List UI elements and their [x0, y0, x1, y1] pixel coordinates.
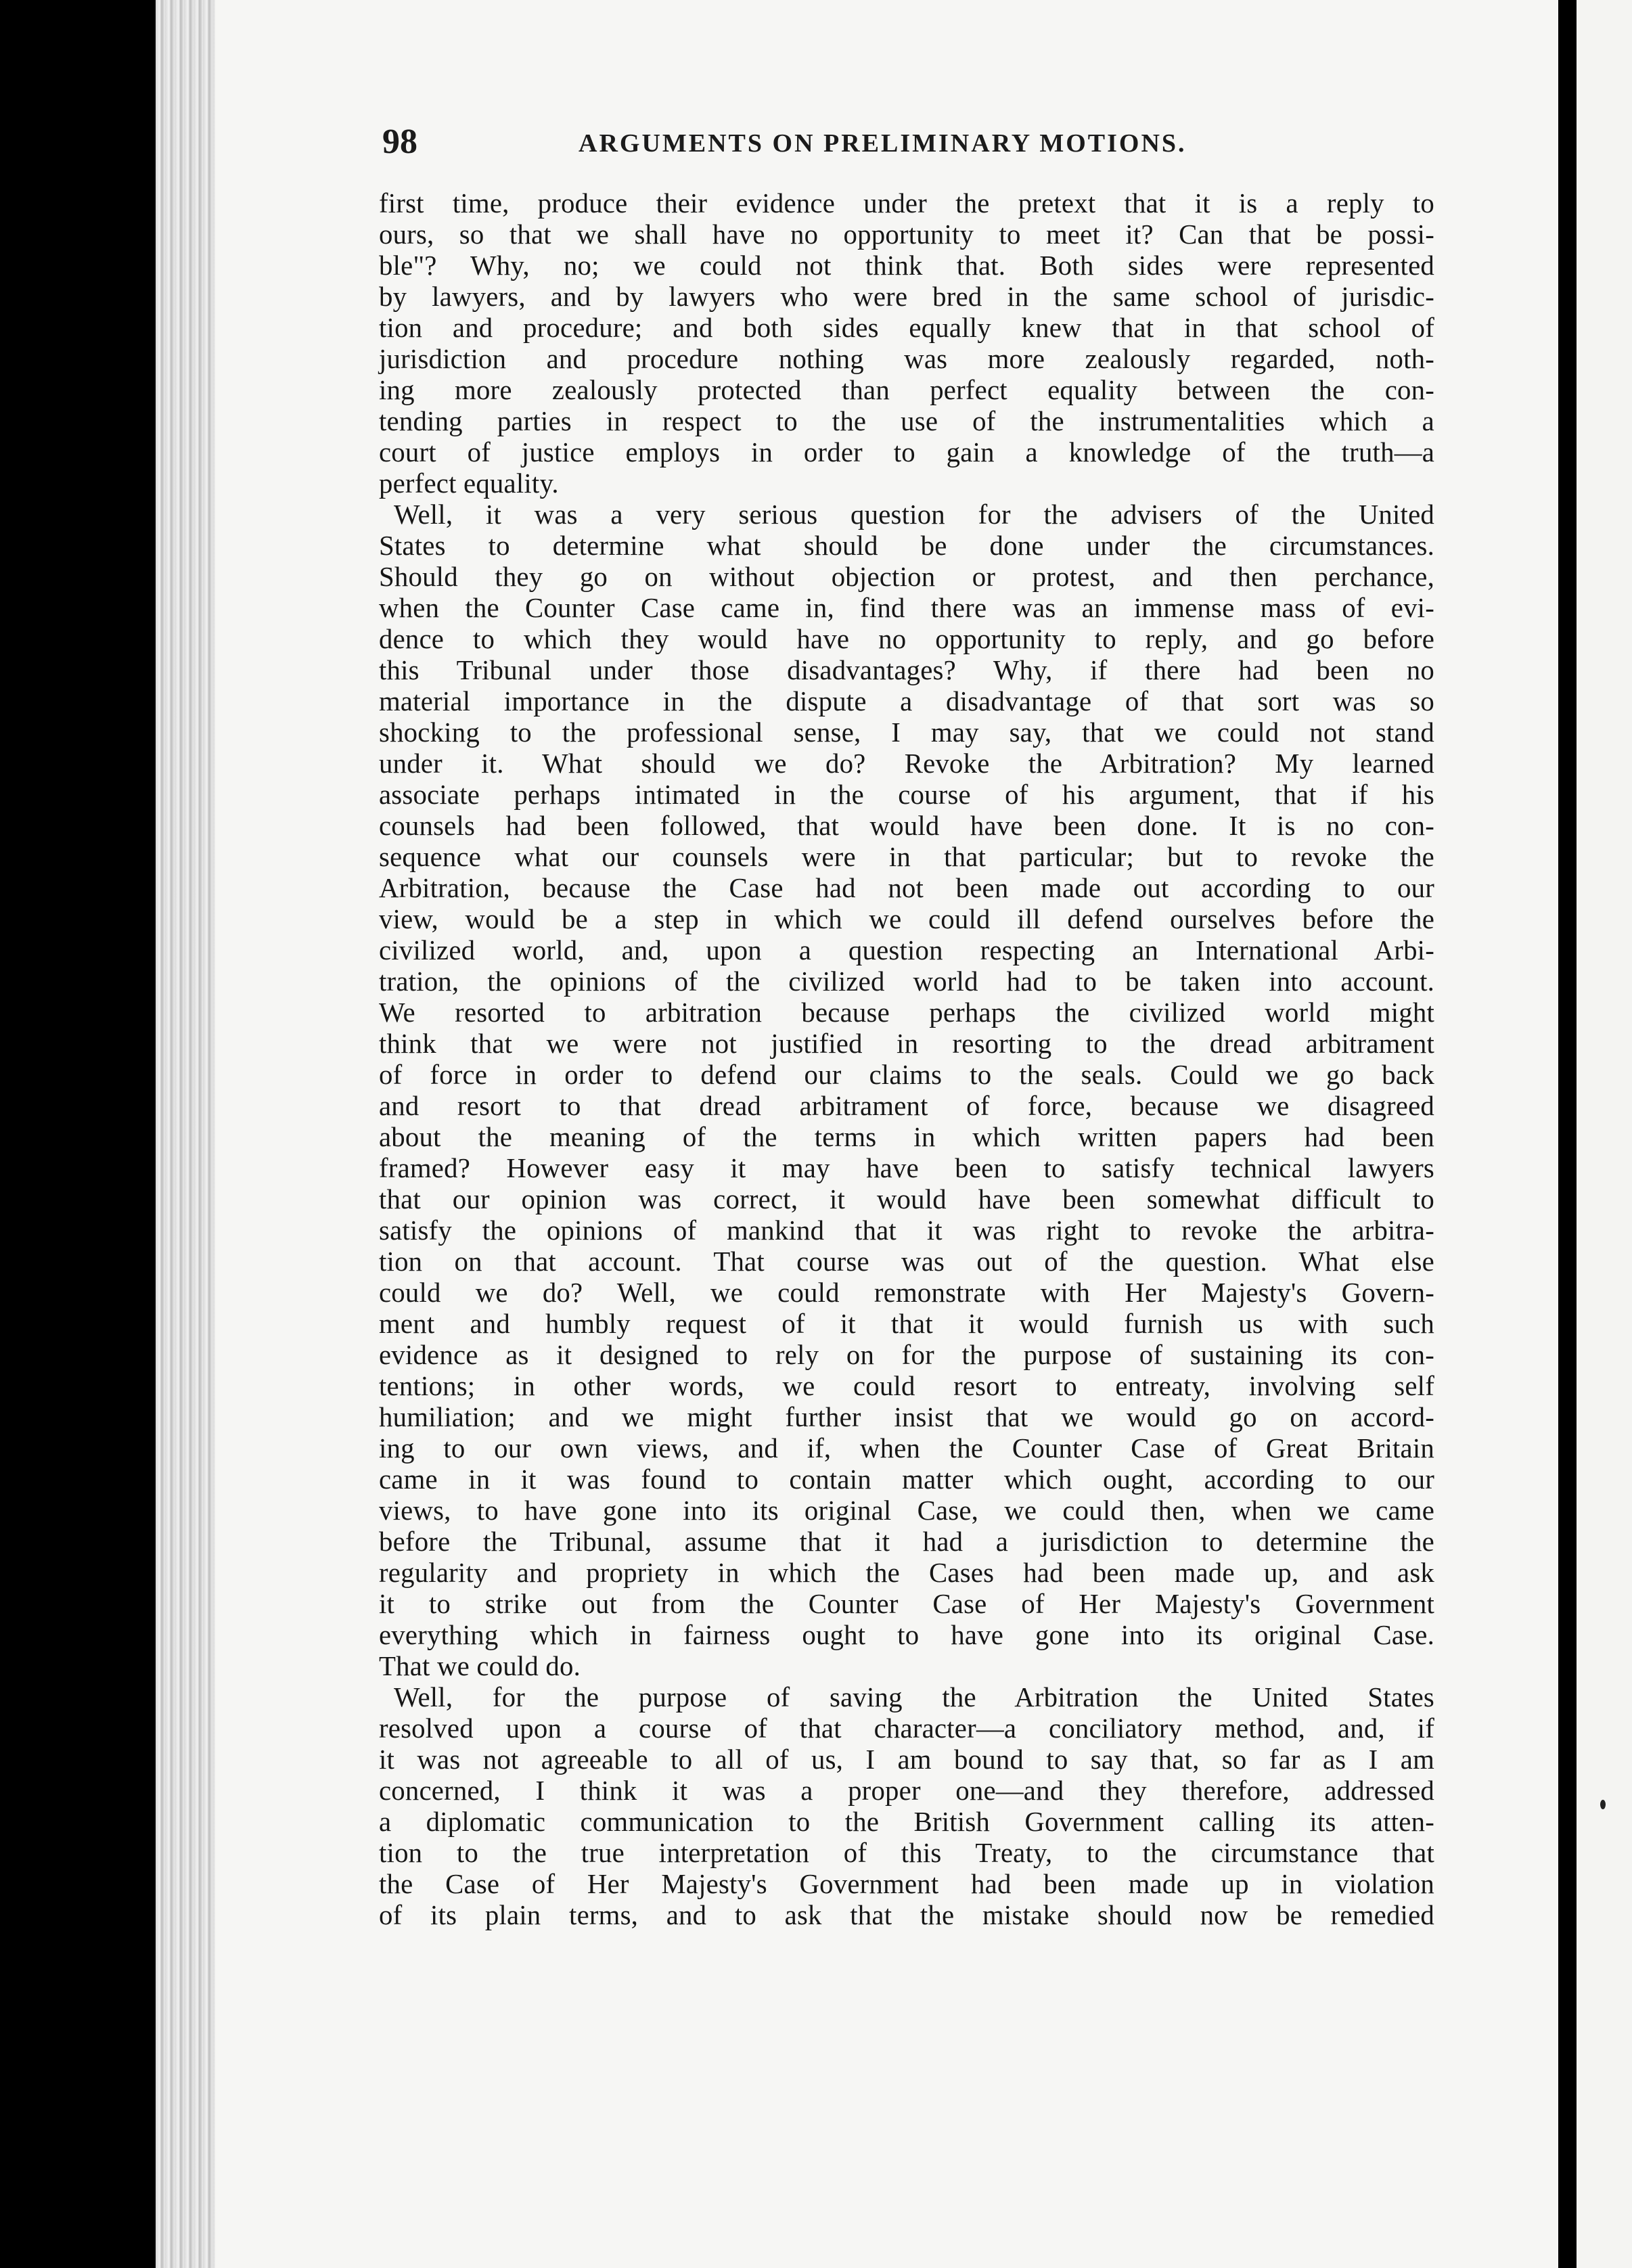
- text-line: court of justice employs in order to gain a knowledge of the truth—a: [379, 437, 1434, 468]
- text-line: States to determine what should be done under the circumstances.: [379, 530, 1434, 561]
- text-line: of its plain terms, and to ask that the mistake should now be remedied: [379, 1900, 1434, 1930]
- text-line: Well, it was a very serious question for the advisers of the United: [394, 499, 1434, 530]
- text-line: it to strike out from the Counter Case of Her Majesty's Government: [379, 1589, 1434, 1619]
- text-line: material importance in the dispute a disadvantage of that sort was so: [379, 686, 1434, 717]
- text-line: civilized world, and, upon a question respecting an International Arbi-: [379, 935, 1434, 966]
- text-line: everything which in fairness ought to have gone into its original Case.: [379, 1620, 1434, 1650]
- text-line: ble"? Why, no; we could not think that. Both sides were represented: [379, 250, 1434, 281]
- text-line: ment and humbly request of it that it would furnish us with such: [379, 1309, 1434, 1339]
- text-line: about the meaning of the terms in which written papers had been: [379, 1122, 1434, 1152]
- text-line: sequence what our counsels were in that particular; but to revoke the: [379, 842, 1434, 872]
- text-line: it was not agreeable to all of us, I am bound to say that, so far as I am: [379, 1744, 1434, 1775]
- text-line: tion on that account. That course was out of the question. What else: [379, 1246, 1434, 1277]
- text-line: a diplomatic communication to the British Government calling its atten-: [379, 1807, 1434, 1837]
- text-line: by lawyers, and by lawyers who were bred in the same school of jurisdic-: [379, 281, 1434, 312]
- text-line: ours, so that we shall have no opportunity to meet it? Can that be possi-: [379, 219, 1434, 250]
- text-line: of force in order to defend our claims to the seals. Could we go back: [379, 1060, 1434, 1090]
- text-line: tion and procedure; and both sides equally knew that in that school of: [379, 313, 1434, 343]
- text-line: think that we were not justified in resorting to the dread arbitrament: [379, 1028, 1434, 1059]
- text-line: shocking to the professional sense, I may say, that we could not stand: [379, 717, 1434, 748]
- text-line: perfect equality.: [379, 468, 559, 499]
- text-line: under it. What should we do? Revoke the Arbitration? My learned: [379, 748, 1434, 779]
- text-line: view, would be a step in which we could ill defend ourselves before the: [379, 904, 1434, 934]
- page-number: 98: [382, 122, 417, 161]
- text-line: Should they go on without objection or protest, and then perchance,: [379, 562, 1434, 592]
- text-line: humiliation; and we might further insist that we would go on accord-: [379, 1402, 1434, 1432]
- text-line: and resort to that dread arbitrament of force, because we disagreed: [379, 1091, 1434, 1121]
- text-line: the Case of Her Majesty's Government had been made up in violation: [379, 1869, 1434, 1899]
- facing-page-edge: [1577, 0, 1632, 2268]
- text-line: tion to the true interpretation of this Treaty, to the circumstance that: [379, 1838, 1434, 1868]
- text-line: views, to have gone into its original Case, we could then, when we came: [379, 1495, 1434, 1526]
- text-line: evidence as it designed to rely on for the purpose of sustaining its con-: [379, 1340, 1434, 1370]
- scan-speck: [1600, 1800, 1606, 1809]
- text-line: tentions; in other words, we could resort to entreaty, involving self: [379, 1371, 1434, 1401]
- text-line: that our opinion was correct, it would have been somewhat difficult to: [379, 1184, 1434, 1215]
- book-page-edges: [156, 0, 217, 2268]
- text-line: first time, produce their evidence under the pretext that it is a reply to: [379, 188, 1434, 219]
- running-head: ARGUMENTS ON PRELIMINARY MOTIONS.: [579, 129, 1187, 158]
- text-line: came in it was found to contain matter which ought, according to our: [379, 1464, 1434, 1495]
- text-line: ing more zealously protected than perfect equality between the con-: [379, 375, 1434, 405]
- text-line: We resorted to arbitration because perhaps the civilized world might: [379, 997, 1434, 1028]
- text-line: jurisdiction and procedure nothing was more zealously regarded, noth-: [379, 344, 1434, 374]
- text-line: associate perhaps intimated in the course of his argument, that if his: [379, 779, 1434, 810]
- text-line: this Tribunal under those disadvantages? Why, if there had been no: [379, 655, 1434, 685]
- text-line: counsels had been followed, that would have been done. It is no con-: [379, 811, 1434, 841]
- text-line: That we could do.: [379, 1651, 581, 1681]
- page-header: [382, 122, 1441, 176]
- text-line: resolved upon a course of that character—a conciliatory method, and, if: [379, 1713, 1434, 1744]
- text-line: satisfy the opinions of mankind that it was right to revoke the arbitra-: [379, 1215, 1434, 1246]
- text-line: tending parties in respect to the use of the instrumentalities which a: [379, 406, 1434, 436]
- text-line: before the Tribunal, assume that it had a jurisdiction to determine the: [379, 1526, 1434, 1557]
- text-line: framed? However easy it may have been to satisfy technical lawyers: [379, 1153, 1434, 1183]
- text-line: concerned, I think it was a proper one—and they therefore, addressed: [379, 1775, 1434, 1806]
- text-line: ing to our own views, and if, when the Counter Case of Great Britain: [379, 1433, 1434, 1464]
- text-line: dence to which they would have no opportunity to reply, and go before: [379, 624, 1434, 654]
- text-line: Well, for the purpose of saving the Arbitration the United States: [394, 1682, 1434, 1713]
- text-line: could we do? Well, we could remonstrate with Her Majesty's Govern-: [379, 1277, 1434, 1308]
- body-text: [379, 188, 1434, 1931]
- text-line: Arbitration, because the Case had not been made out according to our: [379, 873, 1434, 903]
- text-line: regularity and propriety in which the Cases had been made up, and ask: [379, 1558, 1434, 1588]
- text-line: when the Counter Case came in, find there was an immense mass of evi-: [379, 593, 1434, 623]
- text-line: tration, the opinions of the civilized world had to be taken into account.: [379, 966, 1434, 997]
